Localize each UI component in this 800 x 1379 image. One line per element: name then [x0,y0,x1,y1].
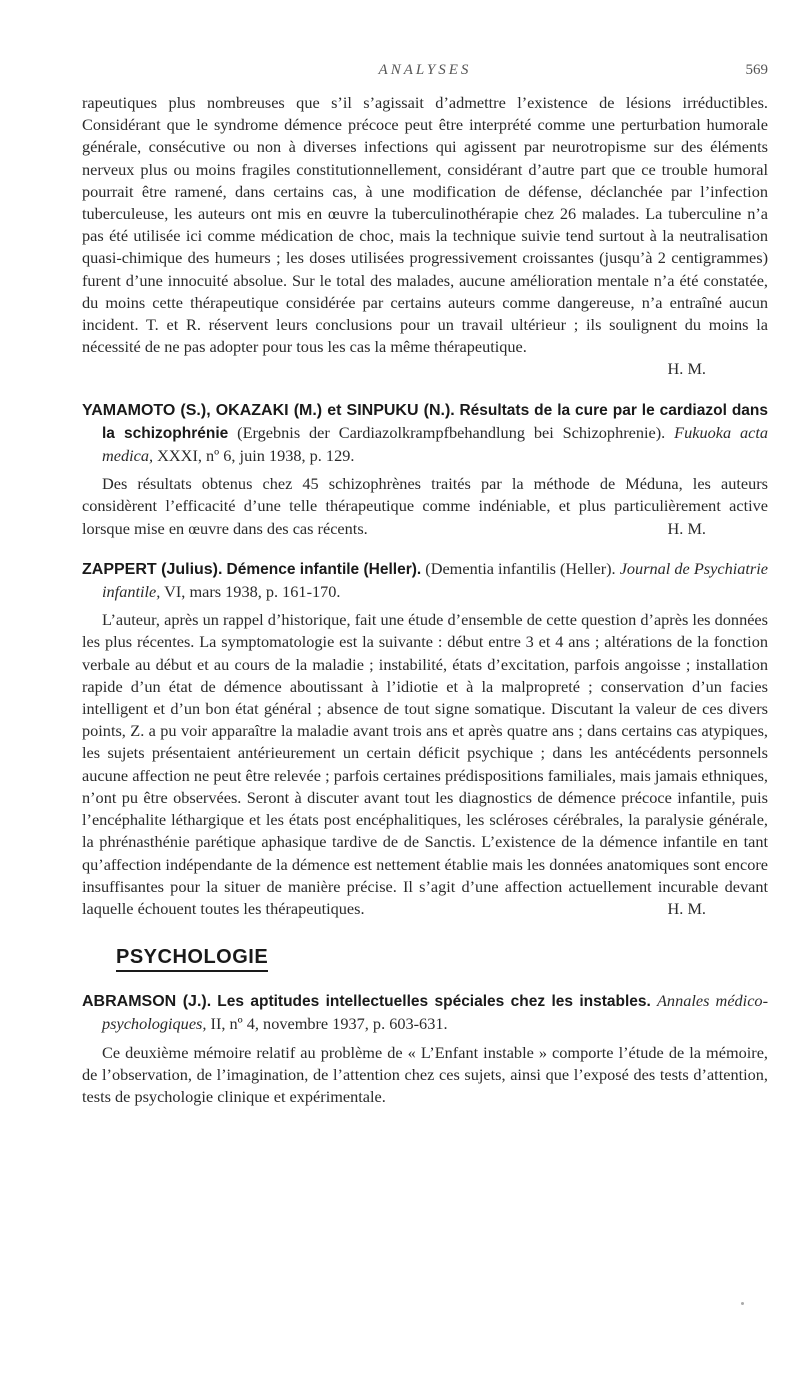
entry-body-text: Des résultats obtenus chez 45 schizophrènes traités par la méthode de Méduna, les auteurs considèrent l’efficacité d’une telle thérapeutique comme indéniable, et plus particulièrement active lorsque mise en œuvre dans des cas récents. [82,474,768,538]
entry-header [82,399,768,468]
entry-header [82,990,768,1035]
section-heading: PSYCHOLOGIE [116,946,268,972]
entry-journal: Fukuoka acta medica, [102,422,769,466]
page [82,62,768,1108]
entry-citation: VI, mars 1938, p. 161-170. [164,582,341,602]
continuation-paragraph: rapeutiques plus nombreuses que s’il s’agissait d’admettre l’existence de lésions irréductibles. Considérant que le syndrome démence précoce peut être interprété comme une perturbation humorale générale, consécutive ou non à diverses infections qui agissent par neurotropisme sur des éléments nerveux plus ou moins fragiles constitutionnellement, considérant d’autre part que ce trouble humoral pourrait être ramené, dans certains cas, à une modification de défense, déclanchée par l’infection tuberculeuse, les auteurs ont mis en œuvre la tuberculinothérapie chez 26 malades. La tuberculine n’a pas été utilisée ici comme médication de choc, mais la technique suivie tend surtout à la neutralisation quasi-chimique des humeurs ; les doses utilisées progressivement croissantes (jusqu’à 2 centigrammes) furent d’une innocuité absolue. Sur le total des malades, aucune amélioration mentale n’a été constatée, du moins cette thérapeutique considérée par certains auteurs comme dangereuse, n’a entraîné aucun incident. T. et R. réservent leurs conclusions pour un travail ultérieur ; ils soulignent du moins la nécessité de ne pas adopter pour tous les cas la même thérapeutique. [82,93,768,357]
entry-source: (Ergebnis der Cardiazolkrampfbehandlung bei Schizophrenie). [237,422,666,442]
entry-title: Démence infantile (Heller). [226,560,422,578]
entry-body [82,473,768,540]
print-speck [741,1302,744,1305]
entry-source: (Dementia infantilis (Heller). [425,558,616,578]
abstract-entry-abramson [82,990,768,1108]
entry-authors: YAMAMOTO (S.), OKAZAKI (M.) et SINPUKU (N.). [82,401,455,419]
running-head [82,62,768,92]
entry-authors: ZAPPERT (Julius). [82,560,223,578]
entry-title: Les aptitudes intellectuelles spéciales chez les instables. [217,993,651,1011]
entry-body-text: L’auteur, après un rappel d’historique, fait une étude d’ensemble de cette question d’après les données les plus récentes. La symptomatologie est la suivante : début entre 3 et 4 ans ; altérations de la fonction verbale au début et au cours de la maladie ; instabilité, états d’excitation, parfois angoisse ; installation rapide d’un état de démence aboutissant à l’idiotie et à la malpropreté ; conservation d’un facies intelligent et d’un bon état général ; absence de tout signe somatique. Discutant la valeur de ces divers points, Z. a pu voir apparaître la maladie avant trois ans et après quatre ans ; dans certains cas atypiques, les sujets présentaient antérieurement un certain déficit psychique ; dans les antécédents personnels aucune affection ne peut être relevée ; parfois certaines prédispositions familiales, mais jamais ethniques, n’ont pu être observées. Seront à discuter avant tout les diagnostics de démence précoce infantile, puis l’encéphalite léthargique et les états post encéphalitiques, les scléroses cérébrales, la paralysie générale, la phrénasthénie parétique aphasique tardive de de Sanctis. L’existence de la démence infantile en tant qu’affection indépendante de la démence est nettement établie mais les données anatomiques sont encore insuffisantes pour la situer de manière précise. Il s’agit d’une affection actuellement incurable devant laquelle échouent toutes les thérapeutiques. [82,610,768,918]
entry-citation: II, nº 4, novembre 1937, p. 603-631. [210,1014,448,1034]
entry-citation: XXXI, nº 6, juin 1938, p. 129. [157,446,355,466]
entry-header [82,558,768,603]
entry-body: Ce deuxième mémoire relatif au problème de « L’Enfant instable » comporte l’étude de la mémoire, de l’observation, de l’imagination, de l’attention chez ces sujets, ainsi que l’exposé des tests d’attention, tests de psychologie clinique et expérimentale. [82,1042,768,1106]
page-number: 569 [745,62,768,78]
signature: H. M. [667,898,706,918]
entry-body [82,609,768,920]
running-head-title: ANALYSES [378,62,472,78]
entry-authors: ABRAMSON (J.). [82,993,212,1011]
entry-title: Résultats de la cure par le cardiazol dans la schizophrénie [102,401,768,442]
signature: H. M. [667,359,706,379]
abstract-entry-zappert [82,558,768,920]
entry-journal: Journal de Psychiatrie infantile, [102,558,768,602]
entry-journal: Annales médico-psychologiques, [102,991,768,1034]
signature: H. M. [667,518,706,538]
abstract-entry-yamamoto [82,399,768,540]
